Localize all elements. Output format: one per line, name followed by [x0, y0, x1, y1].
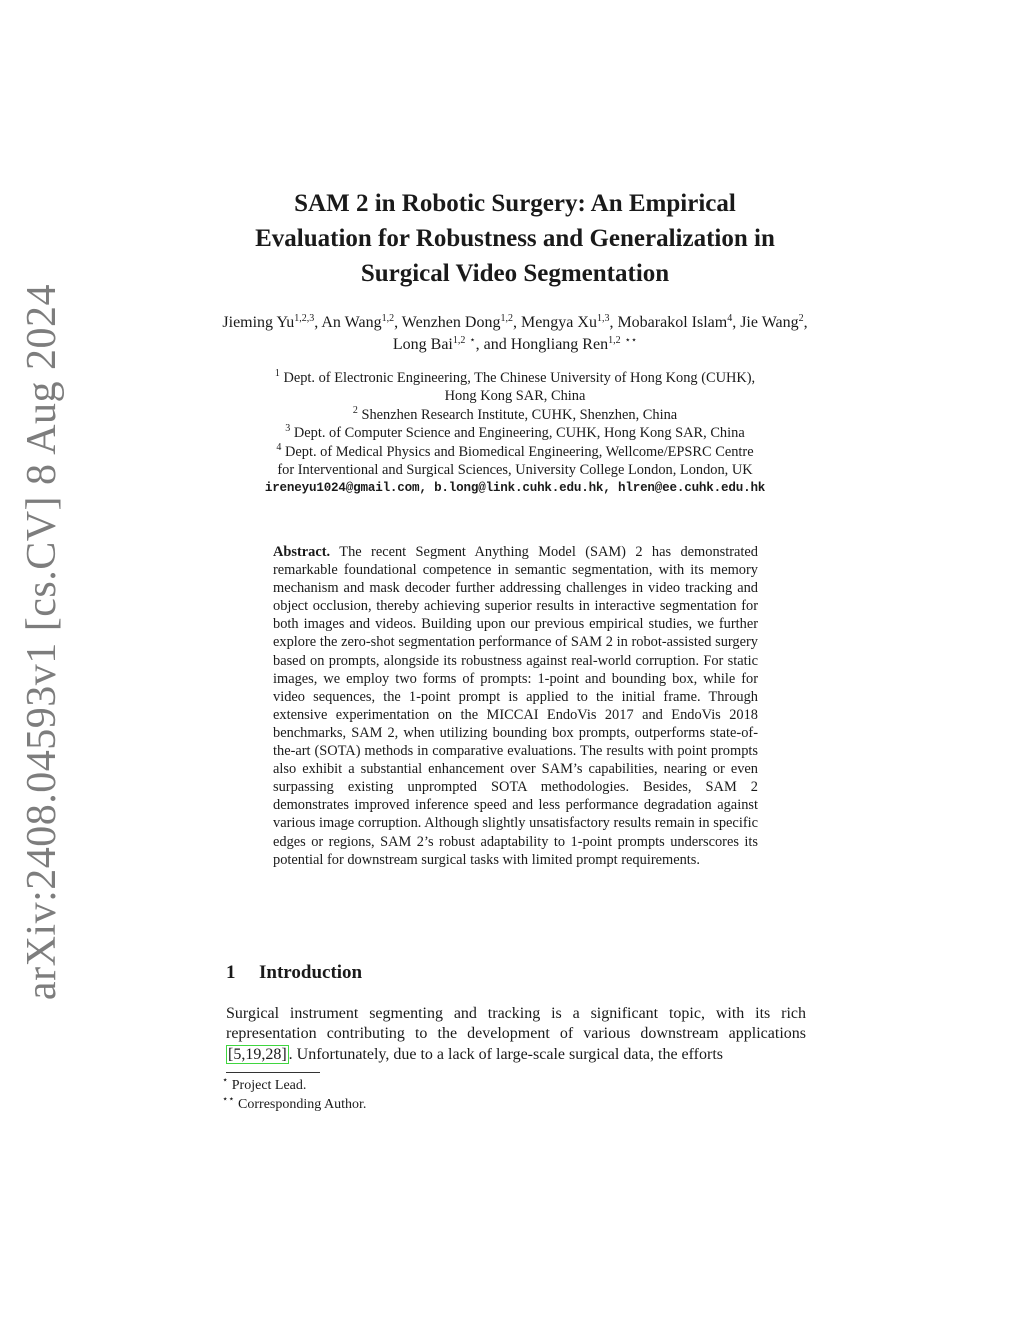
footnote-project-lead: ⋆ Project Lead. — [222, 1075, 307, 1093]
section-heading-introduction — [226, 962, 362, 984]
affiliation-2: $^2$ Shenzhen Research Institute, CUHK, Shenzhen, China — [352, 404, 678, 423]
abstract-label: Abstract. — [273, 544, 331, 560]
affiliation-3: $^3$ Dept. of Computer Science and Engineering, CUHK, Hong Kong SAR, China — [285, 423, 745, 442]
arxiv-identifier-stamp: arXiv:2408.04593v1 [cs.CV] 8 Aug 2024 — [19, 283, 65, 1001]
title-line-1: SAM 2 in Robotic Surgery: An Empirical — [294, 190, 736, 217]
author-5: Mobarakol Islam$^4$, — [617, 313, 741, 331]
section-number: 1 — [226, 962, 236, 983]
affiliation-1-cont: Hong Kong SAR, China — [444, 388, 586, 405]
footnote-rule — [226, 1072, 320, 1073]
author-3: Wenzhen Dong$^{1,2}$, — [401, 313, 521, 331]
affiliation-1: $^1$ Dept. of Electronic Engineering, The Chinese University of Hong Kong (CUHK), — [274, 368, 756, 386]
affiliation-4: $^4$ Dept. of Medical Physics and Biomedical Engineering, Wellcome/EPSRC Centre — [276, 441, 754, 460]
abstract — [273, 543, 758, 869]
paper-title — [200, 186, 830, 291]
author-8: Hongliang Ren$^{1,2}$ ⋆⋆ — [510, 335, 638, 353]
title-line-3: Surgical Video Segmentation — [360, 260, 670, 287]
title-line-2: Evaluation for Robustness and Generalization in — [255, 225, 775, 252]
author-list — [220, 312, 810, 356]
author-emails: ireneyu1024@gmail.com, b.long@link.cuhk.edu.hk, hlren@ee.cuhk.edu.hk — [264, 481, 766, 496]
footnotes — [222, 1076, 366, 1114]
author-4: Mengya Xu$^{1,3}$, — [520, 313, 618, 331]
affiliation-4-cont: for Interventional and Surgical Sciences, University College London, London, UK — [277, 462, 753, 479]
author-7: Long Bai$^{1,2}$ ⋆, and — [392, 335, 511, 353]
author-6: Jie Wang$^2$, — [740, 313, 808, 331]
affiliations — [200, 369, 830, 498]
footnote-mark-corresponding: ⋆⋆ — [624, 335, 638, 346]
author-2: An Wang$^{1,2}$, — [321, 313, 402, 331]
section-title: Introduction — [259, 962, 363, 983]
author-1: Jieming Yu$^{1,2,3}$, — [222, 313, 322, 331]
citation-link[interactable]: [5,19,28] — [228, 1045, 287, 1063]
footnote-mark-project-lead: ⋆ — [469, 335, 476, 346]
abstract-text: The recent Segment Anything Model (SAM) 2 has demonstrated remarkable foundational competence in semantic segmentation, with its memory mechanism and mask decoder further addressing challenges in video tracking and object occlusion, thereby achieving superior results in interactive segmentation for both images and videos. Building upon our previous empirical studies, we further explore the zero-shot segmentation performance of SAM 2 in robot-assisted surgery based on prompts, alongside its robustness against real-world corruption. For static images, we employ two forms of prompts: 1-point and bounding box, while for video sequences, the 1-point prompt is applied to the initial frame. Through extensive experimentation on the MICCAI EndoVis 2017 and EndoVis 2018 benchmarks, SAM 2, when utilizing bounding box prompts, outperforms state-of-the-art (SOTA) methods in comparative evaluations. The results with point prompts also exhibit a substantial enhancement over SAM’s capabilities, nearing or even surpassing existing unprompted SOTA methodologies. Besides, SAM 2 demonstrates improved inference speed and less performance degradation against various image corruption. Although slightly unsatisfactory results remain in specific edges or regions, SAM 2’s robust adaptability to 1-point prompts underscores its potential for downstream surgical tasks with limited prompt requirements. — [273, 544, 759, 868]
introduction-paragraph: Surgical instrument segmenting and tracking is a significant topic, with its rich representation contributing to the development of various downstream applications [5,19,28] . Unfortunately, due to a lack of large-scale surgical data, the efforts — [226, 1005, 806, 1063]
footnote-corresponding-author: ⋆⋆ Corresponding Author. — [222, 1094, 367, 1112]
